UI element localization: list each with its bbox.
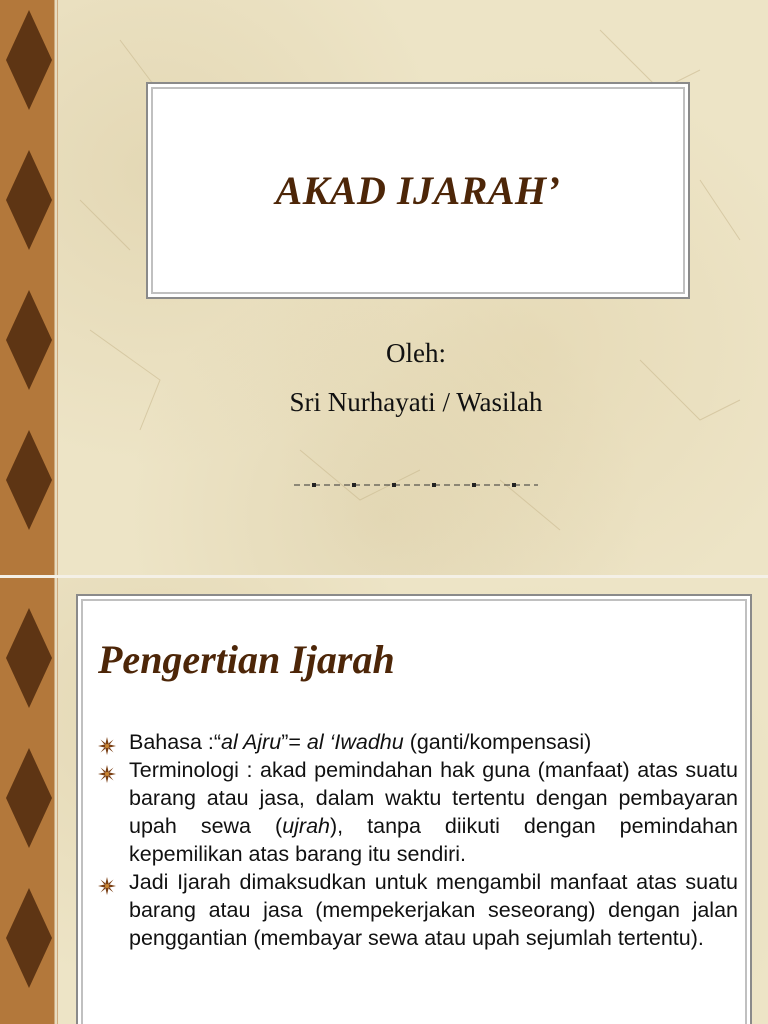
bullet-text: ujrah [282,814,330,838]
bullet-text: Jadi Ijarah dimaksudkan untuk mengambil manfaat atas suatu barang atau jasa (mempekerjakan seseorang) dengan jalan penggantian (membayar sewa atau upah sejumlah tertentu). [129,870,738,950]
bullet-item [98,728,738,756]
decorative-border [0,0,58,575]
byline-authors: Sri Nurhayati / Wasilah [289,387,543,417]
byline-label: Oleh: [386,338,446,368]
bullet-text: (ganti/kompensasi) [403,730,592,754]
bullet-text: ), tanpa diikuti dengan pemindahan kepemilikan atas barang itu sendiri. [129,814,738,866]
title-box [146,82,690,299]
bullet-text: ”= [281,730,307,754]
bullet-item [98,868,738,952]
bullet-item [98,756,738,868]
decorative-border [0,578,58,1024]
starburst-bullet-icon [98,734,116,752]
bullet-text: al Ajru [221,730,282,754]
bullet-text: Bahasa :“ [129,730,222,754]
diamond-pattern-icon [0,0,58,575]
dotted-divider [294,480,538,490]
starburst-bullet-icon [98,762,116,780]
content-box [76,594,752,1024]
starburst-bullet-icon [98,874,116,892]
bullet-text: al ‘Iwadhu [306,730,404,754]
slide-definition [0,578,768,1024]
slide-title-text: AKAD IJARAH’ [275,168,561,213]
content-title: Pengertian Ijarah [98,637,395,682]
bullet-list [98,728,738,952]
bullet-text: Terminologi : akad pemindahan hak guna (manfaat) atas suatu barang atau jasa, dalam waktu tertentu dengan pembayaran upah sewa ( [129,758,738,838]
diamond-pattern-icon [0,578,58,1024]
